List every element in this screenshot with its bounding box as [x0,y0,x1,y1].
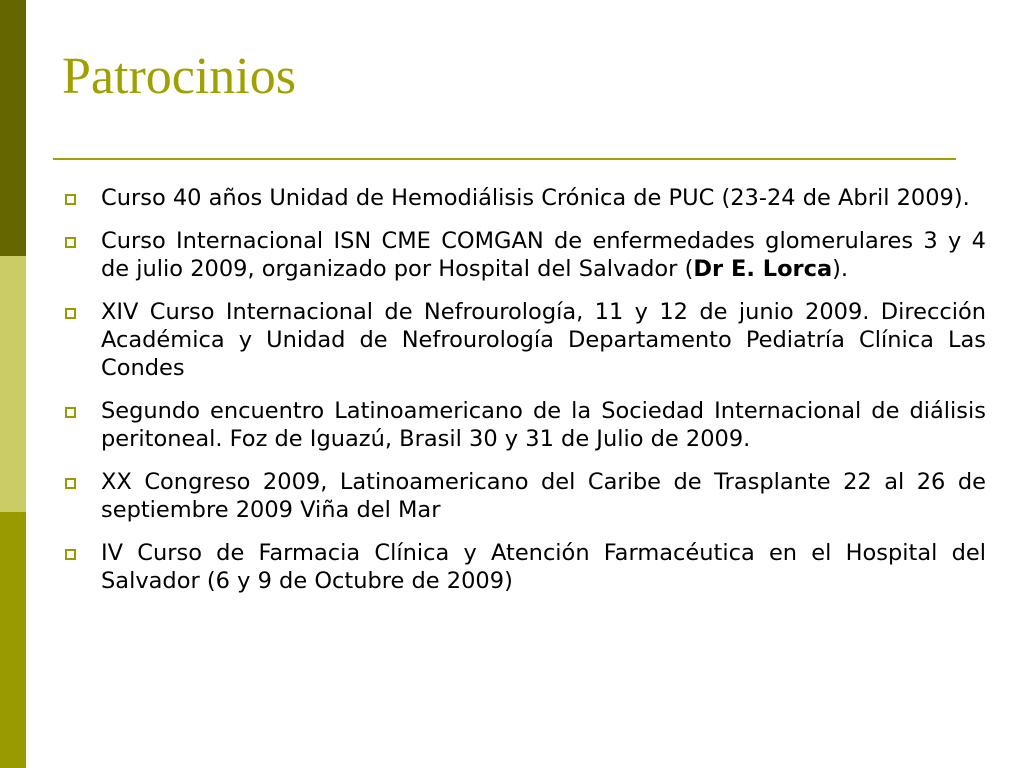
bullet-text-part: ). [832,256,849,282]
bullet-item [62,468,986,524]
bullet-text-part: Curso Internacional ISN CME COMGAN de enfermedades glomerulares 3 y 4 de julio 2009, organizado por Hospital del Salvador ( [101,228,986,282]
side-bar-middle [0,256,26,512]
side-bar-top [0,0,26,256]
hollow-square-bullet-icon [65,407,76,418]
slide-title: Patrocinios [62,48,296,105]
bullet-item [62,184,986,212]
bullet-text: IV Curso de Farmacia Clínica y Atención Farmacéutica en el Hospital del Salvador (6 y 9 de Octubre de 2009) [101,540,986,594]
hollow-square-bullet-icon [65,478,76,489]
hollow-square-bullet-icon [65,549,76,560]
bullet-text: XX Congreso 2009, Latinoamericano del Caribe de Trasplante 22 al 26 de septiembre 2009 Viña del Mar [101,469,986,523]
hollow-square-bullet-icon [65,237,76,248]
bullet-item [62,539,986,595]
bullet-item [62,397,986,453]
bullet-text: Curso 40 años Unidad de Hemodiálisis Crónica de PUC (23-24 de Abril 2009). [101,185,970,211]
hollow-square-bullet-icon [65,308,76,319]
side-bar-bottom [0,512,26,768]
title-underline [53,158,956,160]
bullet-text: XIV Curso Internacional de Nefrourología, 11 y 12 de junio 2009. Dirección Académica y Unidad de Nefrourología Departamento Pediatría Clínica Las Condes [101,299,986,381]
bullet-item [62,227,986,283]
hollow-square-bullet-icon [65,194,76,205]
bullet-text-bold: Dr E. Lorca [693,256,833,282]
bullet-list [62,184,986,610]
bullet-item [62,298,986,382]
bullet-text [101,228,986,282]
bullet-text: Segundo encuentro Latinoamericano de la Sociedad Internacional de diálisis peritoneal. Foz de Iguazú, Brasil 30 y 31 de Julio de 2009. [101,398,986,452]
